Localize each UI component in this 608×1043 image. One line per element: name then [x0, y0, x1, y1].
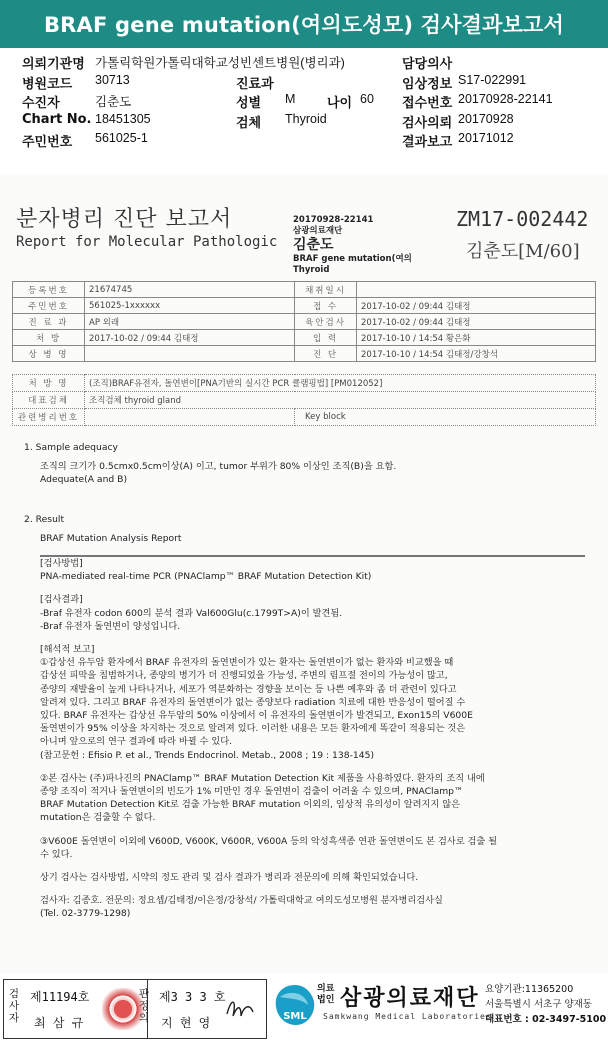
grid-key: 처 방	[13, 330, 85, 346]
lab-receipt: 20170928-22141	[293, 215, 374, 225]
tester-license: 제11194호	[30, 990, 90, 1004]
grid-key: 진 료 과	[13, 314, 85, 330]
body-line: 검사자: 김종호. 전문의: 정요셉/김태정/이은정/강창석/ 가톨릭대학교 여의도성모병원 분자병리검사실	[40, 895, 443, 907]
body-line: 종양의 재발율이 높게 나타나거나, 세포가 역분화하는 경향을 보이는 등 나쁜 예후와 좀 더 관련이 있다고	[40, 683, 457, 695]
grid-value	[85, 346, 295, 362]
body-line: 상기 검사는 검사방법, 시약의 정도 관리 및 검사 결과가 병리과 전문의에 의해 확인되었습니다.	[40, 872, 419, 884]
grid-value: 조직검체 thyroid gland	[85, 392, 596, 409]
grid-value: 2017-10-02 / 09:44 김태정	[357, 314, 596, 330]
footer	[0, 975, 608, 1043]
report-patient: 김춘도[M/60]	[466, 241, 580, 262]
lab-org: 삼광의료재단	[293, 225, 343, 236]
grid-value: AP 외래	[85, 314, 295, 330]
body-line: (참고문헌 : Efisio P. et al., Trends Endocrinol. Metab., 2008 ; 19 : 138-145)	[40, 749, 375, 761]
grid-key: 주민번호	[13, 298, 85, 314]
header-info	[22, 52, 602, 150]
grid-key: 등록번호	[13, 282, 85, 298]
grid-value	[357, 282, 596, 298]
org-prefix: 의료법인	[317, 984, 335, 1005]
grid-value: 2017-10-10 / 14:54 황은화	[357, 330, 596, 346]
body-line: [해석적 보고]	[40, 644, 95, 656]
key-block: Key block	[295, 409, 596, 426]
body-line: 있다. BRAF 유전자는 갑상선 유두암의 50% 이상에서 이 유전자의 돌연변이가 발견되고, Exon15의 V600E	[40, 710, 473, 722]
scan-title-ko: 분자병리 진단 보고서	[16, 207, 233, 232]
body-line: PNA-mediated real-time PCR (PNAClamp™ BRAF Mutation Detection Kit)	[40, 571, 372, 583]
grid-row	[13, 409, 596, 426]
scan-title-en: Report for Molecular Pathologic	[16, 234, 278, 250]
grid-key: 입 력	[295, 330, 357, 346]
body-line: ②본 검사는 (주)파나진의 PNAClamp™ BRAF Mutation Detection Kit 제품을 사용하였다. 환자의 조직 내에	[40, 772, 485, 784]
sml-logo-icon	[272, 983, 318, 1029]
body-line: 조직의 크기가 0.5cmx0.5cm이상(A) 이고, tumor 부위가 80% 이상인 조직(B)을 요함.	[40, 461, 397, 473]
report-body	[24, 441, 594, 921]
institution-label: 의뢰기관명	[22, 57, 85, 72]
reviewer-name: 지 현 영	[161, 1016, 211, 1030]
report-title: BRAF gene mutation(여의도성모) 검사결과보고서	[0, 0, 608, 48]
age-label: 나이	[327, 96, 353, 111]
resident-value: 561025-1	[95, 131, 148, 145]
body-line: 아니며 앞으로의 연구 결과에 따라 바뀔 수 있다.	[40, 736, 232, 748]
info-grid	[12, 281, 596, 362]
grid-row	[13, 375, 596, 392]
body-line: ③V600E 돌연변이 이외에 V600D, V600K, V600R, V600A 등의 악성흑색종 연관 돌연변이도 본 검사로 검출 될	[40, 835, 498, 847]
grid-value: 561025-1xxxxxx	[85, 298, 295, 314]
resident-label: 주민번호	[22, 135, 73, 150]
section-heading: 2. Result	[24, 513, 65, 525]
clinical-label: 임상정보	[402, 76, 453, 92]
grid-key: 상 병 명	[13, 346, 85, 362]
grid-key: 진 단	[295, 346, 357, 362]
body-line: BRAF Mutation Detection Kit로 검출 가능한 BRAF mutation 이외의, 임상적 유의성이 알려지지 않은	[40, 799, 460, 811]
grid-value: 21674745	[85, 282, 295, 298]
request-label: 검사의뢰	[402, 115, 453, 131]
scanned-report	[0, 175, 608, 973]
report-date-label: 결과보고	[402, 135, 453, 150]
body-line: ①갑상선 유두암 환자에서 BRAF 유전자의 돌연변이가 있는 환자는 돌연변이가 없는 환자와 비교했을 때	[40, 657, 454, 669]
grid-key: 처 방 명	[13, 375, 85, 392]
grid-value: (조직)BRAF유전자, 돌연변이[PNA기반의 실시간 PCR 클램핑법] [PM012052]	[85, 375, 596, 392]
age-value: 60	[360, 92, 374, 106]
body-line: Adequate(A and B)	[40, 474, 128, 486]
chart-value: 18451305	[95, 111, 151, 126]
org-name: 삼광의료재단	[340, 986, 480, 1011]
org-code: 요양기관:11365200	[485, 984, 574, 995]
body-line: 종양 조직이 적거나 돌연변이의 빈도가 1% 미만인 경우 돌연변이 검출이 어려울 수 있으며, PNAClamp™	[40, 786, 464, 798]
department-label: 진료과	[236, 76, 274, 92]
section-heading: 1. Sample adequacy	[24, 442, 118, 453]
body-line: [검사결과]	[40, 594, 83, 606]
lab-patient: 김춘도	[293, 237, 334, 253]
lab-sticker	[293, 215, 412, 275]
org-phone: 대표번호 : 02-3497-5100	[485, 1014, 607, 1025]
tester-label: 검사자	[8, 988, 20, 1024]
grid-value	[85, 409, 295, 426]
hospital-code-label: 병원코드	[22, 76, 73, 92]
signature	[223, 994, 257, 1024]
receipt-value: 20170928-22141	[458, 92, 553, 106]
tester-box	[3, 979, 148, 1039]
org-eng-name: Samkwang Medical Laboratories	[323, 1012, 492, 1021]
sex-label: 성별	[236, 96, 262, 111]
grid-key: 채취일시	[295, 282, 357, 298]
grid-key: 접 수	[295, 298, 357, 314]
body-line: [검사방법]	[40, 558, 83, 570]
grid-row	[13, 392, 596, 409]
order-grid	[12, 374, 596, 426]
grid-key: 육안검사	[295, 314, 357, 330]
body-line: -Braf 유전자 돌연변이 양성입니다.	[40, 620, 181, 632]
sex-value: M	[285, 92, 296, 106]
grid-row	[13, 282, 596, 298]
body-line: 알려져 있다. 그리고 BRAF 유전자의 돌연변이가 없는 종양보다 radiation 치료에 대한 반응성이 떨어질 수	[40, 696, 466, 708]
org-address: 서울특별시 서초구 양재동	[485, 999, 592, 1010]
body-line: -Braf 유전자 codon 600의 분석 결과 Val600Glu(c.1799T>A)이 발견됨.	[40, 607, 343, 619]
grid-row	[13, 330, 596, 346]
grid-value: 2017-10-10 / 14:54 김태정/강창석	[357, 346, 596, 362]
grid-row	[13, 346, 596, 362]
body-line: 갑상선 피막을 침범하거나, 종양의 병기가 더 진행되었을 가능성, 주변의 림프절 전이의 가능성이 많고,	[40, 670, 448, 682]
doctor-label: 담당의사	[402, 57, 453, 72]
reviewer-box	[135, 979, 267, 1039]
body-line: 돌연변이가 95% 이상을 차지하는 것으로 알려져 있다. 이러한 내용은 모든 환자에게 똑같이 적용되는 것은	[40, 723, 466, 735]
clinical-value: S17-022991	[458, 72, 527, 87]
body-line: 수 있다.	[40, 848, 73, 860]
tester-name: 최 삼 규	[34, 1016, 84, 1030]
request-value: 20170928	[458, 111, 514, 126]
body-line: mutation은 검출할 수 없다.	[40, 812, 156, 824]
reviewer-label: 판정의	[138, 988, 150, 1024]
institution-value: 가톨릭학원가톨릭대학교성빈센트병원(병리과)	[95, 56, 345, 70]
specimen-label: 검체	[236, 115, 262, 131]
report-date-value: 20171012	[458, 131, 514, 145]
lab-specimen: Thyroid	[293, 264, 330, 275]
report-id: ZM17-002442	[456, 207, 589, 231]
sml-text: SML	[283, 1011, 307, 1022]
lab-test: BRAF gene mutation(여의	[293, 254, 412, 264]
receipt-label: 접수번호	[402, 96, 453, 111]
grid-value: 2017-10-02 / 09:44 김태정	[357, 298, 596, 314]
hospital-code-value: 30713	[95, 72, 130, 87]
body-line: (Tel. 02-3779-1298)	[40, 908, 131, 920]
grid-row	[13, 298, 596, 314]
grid-value: 2017-10-02 / 09:44 김태정	[85, 330, 295, 346]
patient-value: 김춘도	[95, 95, 132, 109]
grid-row	[13, 314, 596, 330]
grid-key: 대표검체	[13, 392, 85, 409]
reviewer-license: 제3 3 3 호	[159, 990, 226, 1004]
grid-key: 관련병리번호	[13, 409, 85, 426]
chart-label: Chart No.	[22, 111, 92, 127]
body-line: BRAF Mutation Analysis Report	[40, 532, 182, 544]
patient-label: 수진자	[22, 96, 60, 111]
specimen-value: Thyroid	[285, 111, 327, 126]
